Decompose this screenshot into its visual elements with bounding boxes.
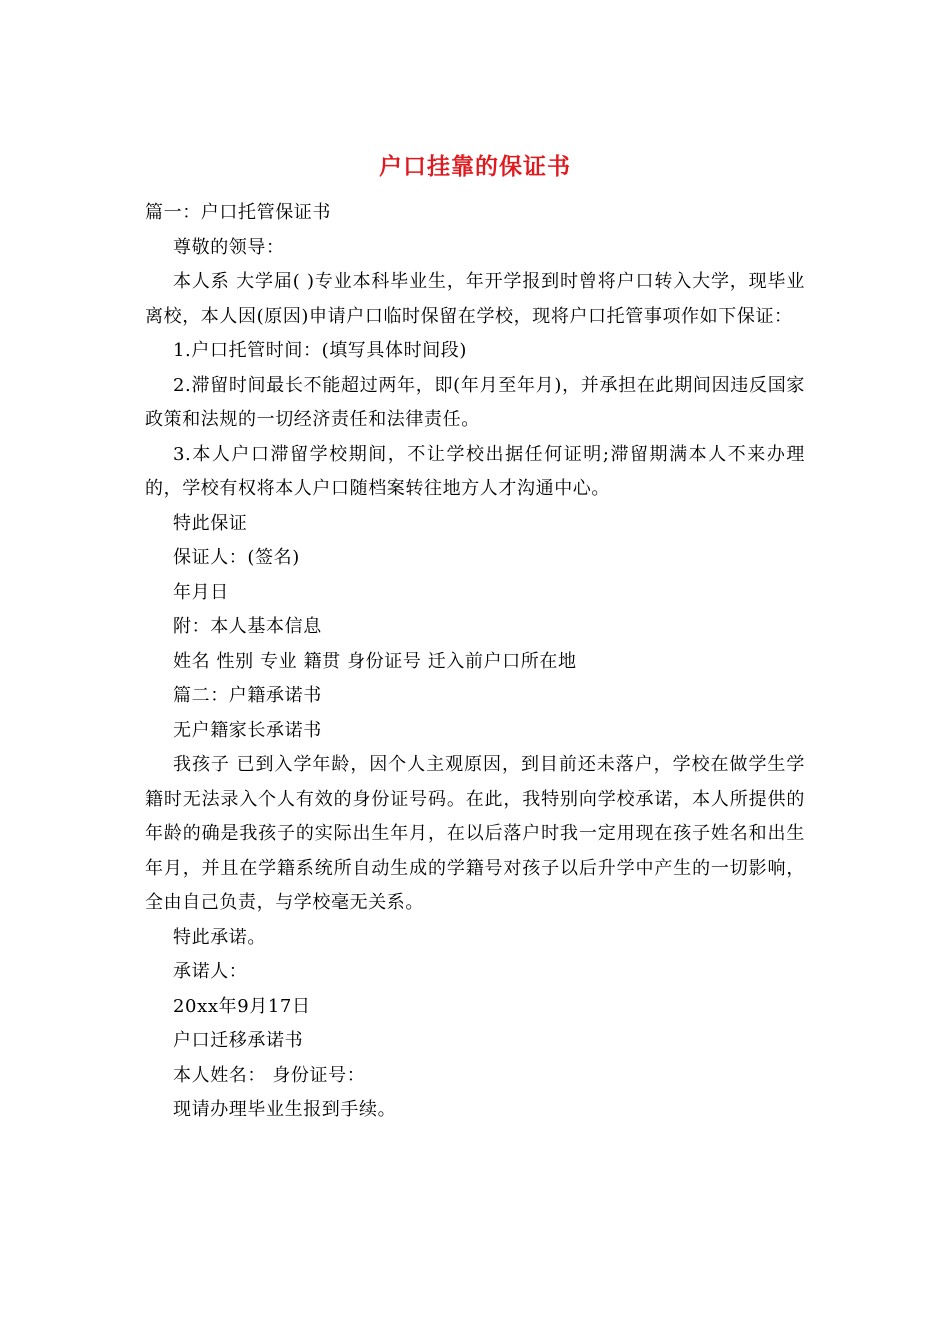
date-line: 年月日 xyxy=(173,581,229,603)
info-fields-line: 姓名 性别 专业 籍贯 身份证号 迁入前户口所在地 xyxy=(173,650,577,672)
body-paragraph: 我孩子 已到入学年龄，因个人主观原因，到目前还未落户，学校在做学生学籍时无法录入个人有效的身份证号码。在此，我特别向学校承诺，本人所提供的年龄的确是我孩子的实际出生年月，在以后落户时我一定用现在孩子姓名和出生年月，并且在学籍系统所自动生成的学籍号对孩子以后升学中产生的一切影响，全由自己负责，与学校毫无关系。 xyxy=(145,754,805,913)
subheading: 户口迁移承诺书 xyxy=(173,1030,304,1051)
list-item-3: 3.本人户口滞留学校期间，不让学校出据任何证明;滞留期满本人不来办理的，学校有权将本人户口随档案转往地方人才沟通中心。 xyxy=(145,443,805,499)
subheading: 无户籍家长承诺书 xyxy=(173,719,322,741)
document-body xyxy=(145,196,805,1128)
list-item-1: 1.户口托管时间：(填写具体时间段) xyxy=(173,340,468,361)
info-fields-line: 本人姓名： 身份证号： xyxy=(173,1064,366,1086)
appendix-heading: 附：本人基本信息 xyxy=(173,616,322,637)
date-line: 20xx年9月17日 xyxy=(173,995,311,1017)
body-paragraph: 现请办理毕业生报到手续。 xyxy=(173,1099,397,1120)
closing-line: 特此承诺。 xyxy=(173,926,266,948)
salutation: 尊敬的领导： xyxy=(173,236,285,258)
closing-line: 特此保证 xyxy=(173,512,248,534)
list-item-2: 2.滞留时间最长不能超过两年，即(年月至年月)，并承担在此期间因违反国家政策和法规的一切经济责任和法律责任。 xyxy=(145,374,805,430)
document-title: 户口挂靠的保证书 xyxy=(379,153,571,180)
signature-line: 承诺人： xyxy=(173,961,248,982)
signature-line: 保证人：(签名) xyxy=(173,547,300,568)
body-paragraph: 本人系 大学届( )专业本科毕业生，年开学报到时曾将户口转入大学，现毕业离校，本人因(原因)申请户口临时保留在学校，现将户口托管事项作如下保证： xyxy=(145,271,805,327)
section-heading-2: 篇二：户籍承诺书 xyxy=(173,685,322,706)
section-heading-1: 篇一：户口托管保证书 xyxy=(145,202,331,223)
